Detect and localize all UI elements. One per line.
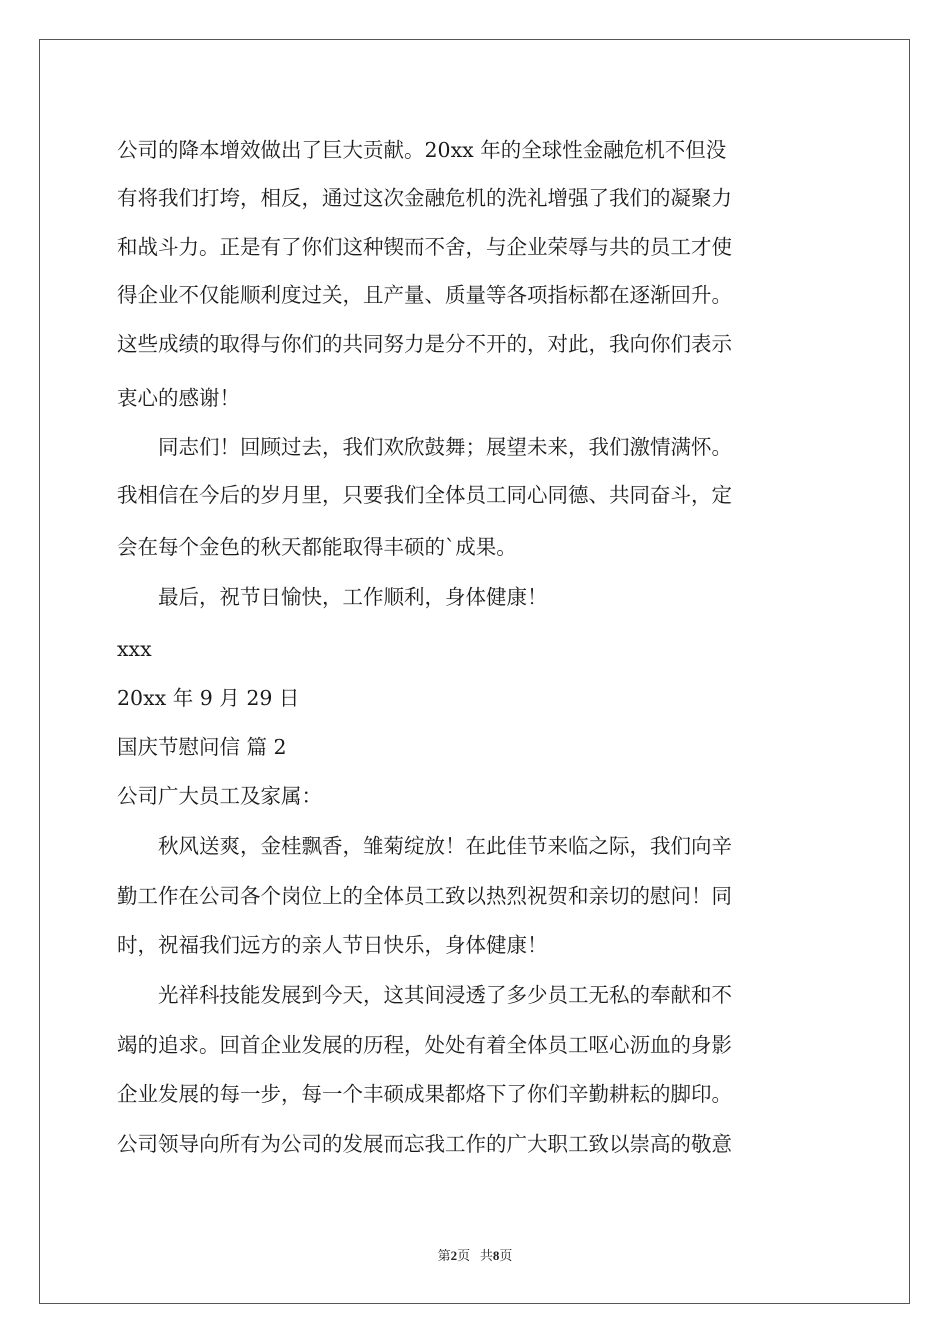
- body-line: 衷心的感谢！: [117, 386, 240, 410]
- footer-page-prefix: 第: [437, 1248, 451, 1263]
- body-line: 同志们！回顾过去，我们欢欣鼓舞；展望未来，我们激情满怀。: [117, 435, 732, 459]
- footer-page-number: 2: [450, 1248, 458, 1263]
- body-line: 竭的追求。回首企业发展的历程，处处有着全体员工呕心沥血的身影: [117, 1033, 732, 1057]
- body-line: 公司的降本增效做出了巨大贡献。20xx 年的全球性金融危机不但没: [117, 138, 727, 162]
- page-border: [39, 39, 910, 1304]
- body-line: 时，祝福我们远方的亲人节日快乐，身体健康！: [117, 933, 548, 957]
- body-line: 企业发展的每一步，每一个丰硕成果都烙下了你们辛勤耕耘的脚印。: [117, 1082, 732, 1106]
- section-title: 国庆节慰问信 篇 2: [117, 735, 287, 759]
- footer-total-pages: 8: [492, 1248, 500, 1263]
- body-line: 光祥科技能发展到今天，这其间浸透了多少员工无私的奉献和不: [117, 983, 732, 1007]
- body-line: 最后，祝节日愉快，工作顺利，身体健康！: [117, 585, 548, 609]
- body-line: 有将我们打垮，相反，通过这次金融危机的洗礼增强了我们的凝聚力: [117, 186, 732, 210]
- body-line: 和战斗力。正是有了你们这种锲而不舍，与企业荣辱与共的员工才使: [117, 235, 732, 259]
- body-line: 勤工作在公司各个岗位上的全体员工致以热烈祝贺和亲切的慰问！同: [117, 884, 732, 908]
- footer-page-suffix: 页: [457, 1248, 471, 1263]
- footer-total-prefix: 共: [479, 1248, 493, 1263]
- body-line: 会在每个金色的秋天都能取得丰硕的`成果。: [117, 535, 517, 559]
- body-line: 秋风送爽，金桂飘香，雏菊绽放！在此佳节来临之际，我们向辛: [117, 834, 732, 858]
- body-line: 公司领导向所有为公司的发展而忘我工作的广大职工致以崇高的敬意: [117, 1132, 732, 1156]
- footer-total-suffix: 页: [499, 1248, 513, 1263]
- body-line: 这些成绩的取得与你们的共同努力是分不开的，对此，我向你们表示: [117, 332, 732, 356]
- signature-name: xxx: [117, 637, 152, 661]
- body-line: 我相信在今后的岁月里，只要我们全体员工同心同德、共同奋斗，定: [117, 483, 732, 507]
- body-line: 得企业不仅能顺利度过关，且产量、质量等各项指标都在逐渐回升。: [117, 283, 732, 307]
- page-footer: [0, 1247, 950, 1265]
- salutation: 公司广大员工及家属：: [117, 784, 322, 808]
- signature-date: 20xx 年 9 月 29 日: [117, 686, 300, 710]
